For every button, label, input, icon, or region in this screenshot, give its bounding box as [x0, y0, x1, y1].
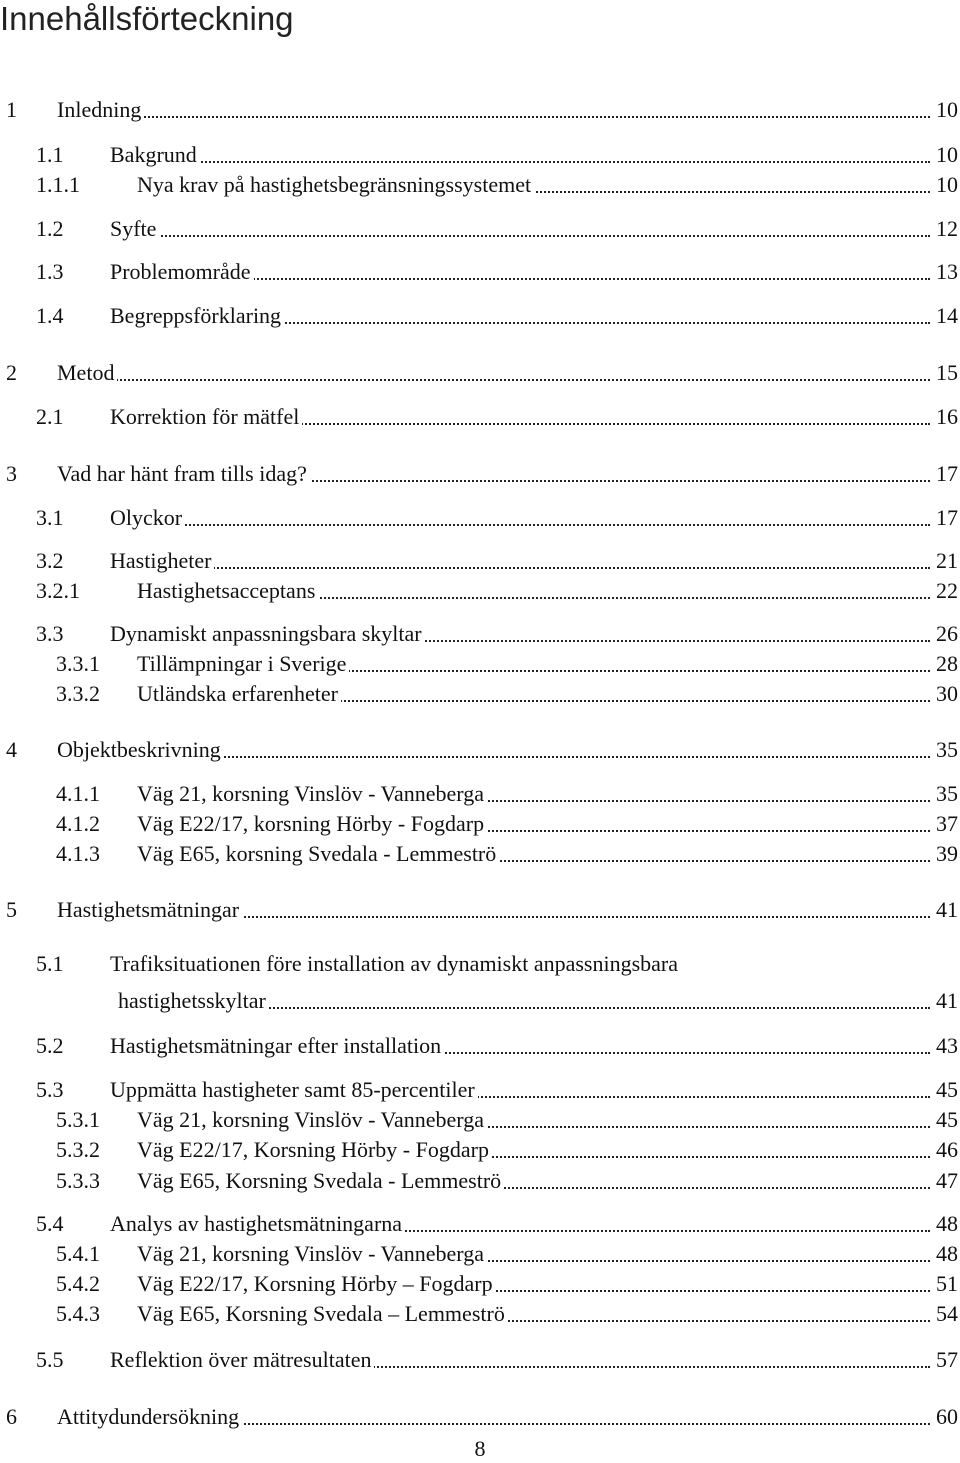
toc-entry-number: 3 [6, 461, 17, 486]
toc-entry-label: Metod [57, 358, 117, 388]
toc-leader-dots [110, 524, 930, 526]
toc-leader-dots [110, 235, 930, 237]
toc-entry-number: 5.4.3 [56, 1301, 100, 1326]
toc-entry-number: 3.3.1 [56, 651, 100, 676]
toc-entry-number: 5 [6, 897, 17, 922]
toc-entry-number: 5.3.3 [56, 1168, 100, 1193]
toc-entry-label: Korrektion för mätfel [110, 402, 302, 432]
toc-entry-number: 6 [6, 1404, 17, 1429]
toc-entry-page: 37 [932, 809, 958, 839]
toc-entry-number: 2.1 [36, 404, 64, 429]
toc-entry-page: 12 [932, 214, 958, 244]
toc-entry-number: 5.3.2 [56, 1137, 100, 1162]
toc-entry-page: 21 [932, 546, 958, 576]
toc-entry-page: 39 [932, 839, 958, 869]
toc-entry-number: 4 [6, 737, 17, 762]
toc-entry[interactable] [0, 779, 958, 809]
toc-entry-label: Hastighetsmätningar efter installation [110, 1031, 444, 1061]
toc-entry-label: Tillämpningar i Sverige [137, 649, 349, 679]
toc-entry[interactable] [0, 546, 958, 576]
toc-entry-number: 4.1.1 [56, 781, 100, 806]
toc-entry-page: 51 [932, 1269, 958, 1299]
toc-entry-label: Trafiksituationen före installation av dynamiskt anpassningsbara [110, 949, 681, 979]
toc-entry[interactable] [0, 839, 958, 869]
toc-entry-page: 48 [932, 1239, 958, 1269]
toc-entry-page: 13 [932, 257, 958, 287]
toc-entry[interactable] [0, 809, 958, 839]
toc-entry-label: Hastigheter [110, 546, 214, 576]
toc-entry-number: 3.2 [36, 548, 64, 573]
toc-entry-page: 35 [932, 779, 958, 809]
toc-leader-dots [110, 567, 930, 569]
toc-entry-label: Uppmätta hastigheter samt 85-percentiler [110, 1075, 478, 1105]
toc-entry-label: Väg E65, korsning Svedala - Lemmeströ [137, 839, 499, 869]
toc-entry-page: 48 [932, 1209, 958, 1239]
toc-entry[interactable] [0, 986, 958, 1016]
toc-entry-label: Olyckor [110, 503, 185, 533]
toc-entry-label: Väg 21, korsning Vinslöv - Vanneberga [137, 1239, 487, 1269]
toc-entry-page: 60 [932, 1402, 958, 1432]
toc-entry-label: Begreppsförklaring [110, 301, 284, 331]
toc-leader-dots [57, 379, 930, 381]
toc-entry-page: 43 [932, 1031, 958, 1061]
toc-entry[interactable] [0, 1209, 958, 1239]
toc-entry-number: 4.1.2 [56, 811, 100, 836]
page-number: 8 [474, 1436, 486, 1461]
toc-entry-page: 14 [932, 301, 958, 331]
toc-entry-page: 15 [932, 358, 958, 388]
toc-entry[interactable] [0, 402, 958, 432]
toc-entry-page: 28 [932, 649, 958, 679]
toc-entry-number: 1.1 [36, 142, 64, 167]
toc-leader-dots [57, 116, 930, 118]
toc-entry-page: 41 [932, 895, 958, 925]
toc-entry-number: 3.2.1 [36, 578, 80, 603]
toc-entry-page: 22 [932, 576, 958, 606]
toc-entry-page: 35 [932, 735, 958, 765]
toc-entry-number: 5.4.2 [56, 1271, 100, 1296]
toc-entry-label: Väg 21, korsning Vinslöv - Vanneberga [137, 1105, 487, 1135]
toc-entry-number: 5.2 [36, 1033, 64, 1058]
toc-entry-number: 1 [6, 97, 17, 122]
toc-entry-number: 3.3 [36, 621, 64, 646]
toc-entry[interactable] [0, 503, 958, 533]
toc-entry-page: 10 [932, 95, 958, 125]
toc-entry-number: 2 [6, 360, 17, 385]
toc-entry-number: 5.4 [36, 1211, 64, 1236]
toc-entry[interactable] [0, 1105, 958, 1135]
toc-entry-label: Väg E22/17, Korsning Hörby - Fogdarp [137, 1135, 492, 1165]
toc-entry-label: Objektbeskrivning [57, 735, 224, 765]
toc-entry-label: Hastighetsmätningar [57, 895, 242, 925]
toc-entry[interactable] [0, 1239, 958, 1269]
toc-entry-page: 45 [932, 1105, 958, 1135]
toc-entry-label: Utländska erfarenheter [137, 679, 341, 709]
toc-entry[interactable] [0, 1166, 958, 1196]
toc-entry-number: 5.3 [36, 1077, 64, 1102]
toc-entry-number: 5.4.1 [56, 1241, 100, 1266]
toc-entry[interactable] [0, 170, 958, 200]
toc-entry-label: Väg 21, korsning Vinslöv - Vanneberga [137, 779, 487, 809]
toc-entry[interactable] [0, 1345, 958, 1375]
toc-entry-label: Väg E22/17, Korsning Hörby – Fogdarp [137, 1269, 496, 1299]
toc-entry-page: 10 [932, 140, 958, 170]
toc-entry[interactable] [0, 679, 958, 709]
toc-entry-number: 5.1 [36, 951, 64, 976]
toc-entry-page: 17 [932, 503, 958, 533]
toc-entry-number: 1.3 [36, 259, 64, 284]
toc-entry[interactable] [0, 619, 958, 649]
toc-entry-label: Dynamiskt anpassningsbara skyltar [110, 619, 425, 649]
toc-entry[interactable] [0, 214, 958, 244]
toc-entry-page: 26 [932, 619, 958, 649]
toc-entry[interactable] [0, 459, 958, 489]
toc-entry[interactable] [0, 895, 958, 925]
toc-entry-label: Attitydundersökning [57, 1402, 242, 1432]
toc-leader-dots [110, 161, 930, 163]
toc-entry[interactable] [0, 257, 958, 287]
toc-entry-label: Bakgrund [110, 140, 200, 170]
toc-entry-label: Analys av hastighetsmätningarna [110, 1209, 405, 1239]
page-title: Innehållsförteckning [0, 0, 294, 37]
toc-entry-page: 54 [932, 1299, 958, 1329]
toc-entry-label: Väg E22/17, korsning Hörby - Fogdarp [137, 809, 487, 839]
toc-entry-page: 17 [932, 459, 958, 489]
toc-entry-page: 30 [932, 679, 958, 709]
toc-entry-number: 1.4 [36, 303, 64, 328]
toc-entry-page: 46 [932, 1135, 958, 1165]
toc-entry-page: 47 [932, 1166, 958, 1196]
toc-entry-page: 45 [932, 1075, 958, 1105]
toc-entry-number: 4.1.3 [56, 841, 100, 866]
toc-entry-label: Nya krav på hastighetsbegränsningssystemet [137, 170, 534, 200]
toc-entry-number: 3.3.2 [56, 681, 100, 706]
toc-entry-label: Vad har hänt fram tills idag? [57, 459, 310, 489]
toc-entry[interactable] [0, 1269, 958, 1299]
toc-entry[interactable] [0, 301, 958, 331]
toc-entry-label: Hastighetsacceptans [137, 576, 318, 606]
toc-entry-page: 16 [932, 402, 958, 432]
toc-entry[interactable] [0, 140, 958, 170]
toc-entry-number: 1.2 [36, 216, 64, 241]
toc-entry-label: Reflektion över mätresultaten [110, 1345, 374, 1375]
toc-entry-page: 10 [932, 170, 958, 200]
toc-entry-number: 1.1.1 [36, 172, 80, 197]
toc-entry[interactable] [0, 649, 958, 679]
toc-entry-page: 57 [932, 1345, 958, 1375]
toc-entry-label: hastighetsskyltar [118, 986, 269, 1016]
toc-entry-number: 3.1 [36, 505, 64, 530]
toc-entry[interactable] [0, 358, 958, 388]
toc-entry[interactable] [0, 95, 958, 125]
toc-entry[interactable] [0, 735, 958, 765]
toc-entry-number: 5.3.1 [56, 1107, 100, 1132]
toc-entry-label: Väg E65, Korsning Svedala - Lemmeströ [137, 1166, 504, 1196]
toc-entry[interactable] [0, 949, 958, 979]
toc-entry-label: Väg E65, Korsning Svedala – Lemmeströ [137, 1299, 508, 1329]
toc-entry[interactable] [0, 576, 958, 606]
toc-entry[interactable] [0, 1135, 958, 1165]
toc-entry[interactable] [0, 1402, 958, 1432]
toc-entry[interactable] [0, 1075, 958, 1105]
toc-entry-number: 5.5 [36, 1347, 64, 1372]
toc-entry[interactable] [0, 1031, 958, 1061]
toc-entry-label: Inledning [57, 95, 144, 125]
toc-entry-label: Syfte [110, 214, 159, 244]
toc-entry[interactable] [0, 1299, 958, 1329]
toc-entry-label: Problemområde [110, 257, 254, 287]
toc-entry-page: 41 [932, 986, 958, 1016]
